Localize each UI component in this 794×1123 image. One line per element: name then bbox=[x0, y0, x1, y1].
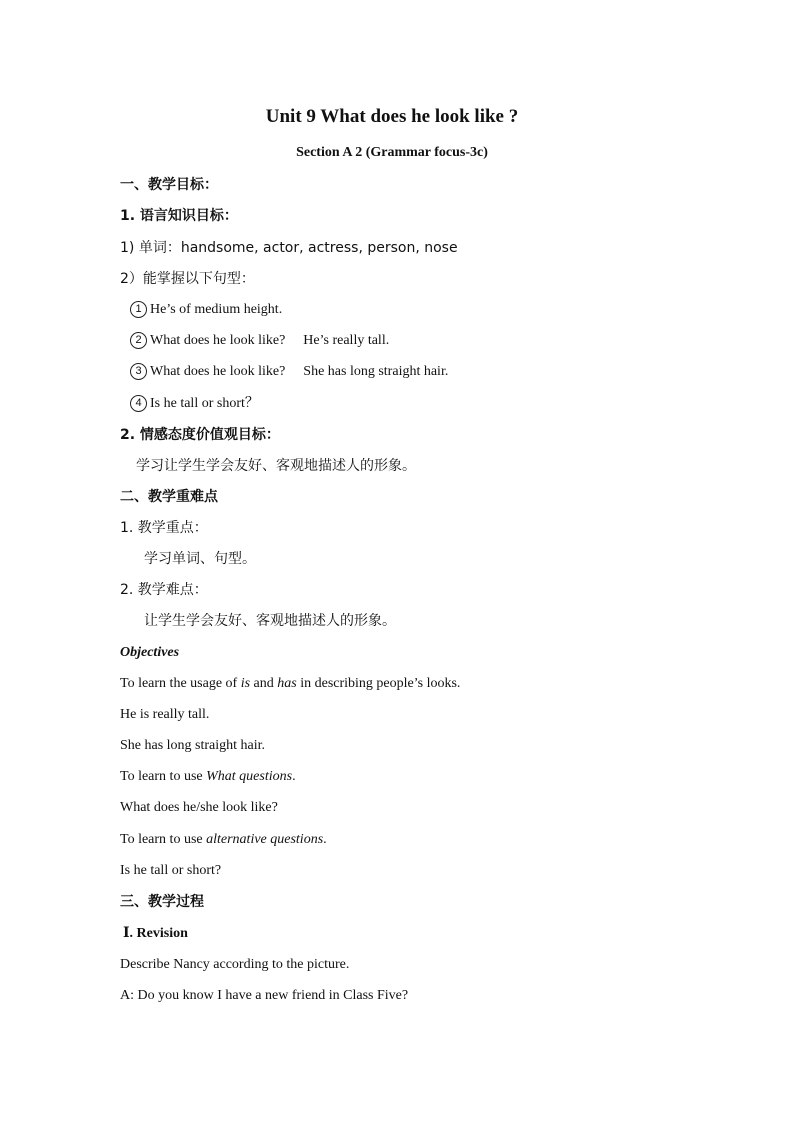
objective-text: . bbox=[323, 832, 327, 847]
objective-usage-line bbox=[120, 675, 460, 693]
objective-italic: has bbox=[277, 676, 297, 691]
pattern-4 bbox=[130, 395, 259, 413]
objective-example-3: What does he/she look like? bbox=[120, 800, 278, 815]
objective-italic: What questions bbox=[206, 769, 293, 784]
patterns-heading: 2）能掌握以下句型： bbox=[120, 271, 255, 287]
document-subtitle: Section A 2 (Grammar focus-3c) bbox=[296, 145, 488, 160]
pattern-1 bbox=[130, 301, 282, 319]
key-points-text: 学习单词、句型。 bbox=[144, 551, 256, 567]
objective-italic: is bbox=[240, 676, 251, 691]
objective-alternative-questions bbox=[120, 831, 327, 849]
difficult-points-text: 让学生学会友好、客观地描述人的形象。 bbox=[144, 613, 396, 629]
objective-example-2: She has long straight hair. bbox=[120, 738, 266, 753]
objective-example-1: He is really tall. bbox=[120, 707, 210, 722]
pattern-3 bbox=[130, 363, 448, 381]
pattern-text: Is he tall or short？ bbox=[150, 396, 259, 411]
objective-text: To learn the usage of bbox=[120, 676, 241, 691]
objective-text: and bbox=[250, 676, 278, 691]
objective-example-4: Is he tall or short? bbox=[120, 863, 222, 878]
objective-text: . bbox=[292, 769, 296, 784]
circled-number: 4 bbox=[130, 395, 147, 412]
objective-italic: alternative questions bbox=[206, 832, 324, 847]
revision-instruction: Describe Nancy according to the picture. bbox=[120, 957, 350, 972]
dialog-line-a: A: Do you know I have a new friend in Class Five? bbox=[120, 988, 409, 1003]
pattern-answer: She has long straight hair. bbox=[303, 364, 449, 379]
pattern-2 bbox=[130, 332, 389, 350]
subsection-emotional-goals: 2. 情感态度价值观目标： bbox=[120, 427, 280, 443]
section-teaching-goals: 一、教学目标： bbox=[120, 177, 218, 193]
circled-number: 2 bbox=[130, 332, 147, 349]
document-title: Unit 9 What does he look like ? bbox=[265, 106, 519, 127]
difficult-points-heading: 2. 教学难点： bbox=[120, 582, 208, 598]
emotional-goal-text: 学习让学生学会友好、客观地描述人的形象。 bbox=[136, 458, 416, 474]
vocabulary-text: 1) 单词：handsome, actor, actress, person, nose bbox=[120, 240, 458, 256]
revision-heading: Ⅰ. Revision bbox=[123, 926, 188, 941]
pattern-question: What does he look like? bbox=[150, 333, 286, 348]
pattern-text: He’s of medium height. bbox=[150, 302, 283, 317]
objectives-heading: Objectives bbox=[120, 645, 180, 660]
vocabulary-line bbox=[120, 239, 458, 258]
circled-number: 1 bbox=[130, 301, 147, 318]
pattern-question: What does he look like? bbox=[150, 364, 286, 379]
objective-text: To learn to use bbox=[120, 769, 207, 784]
pattern-answer: He’s really tall. bbox=[303, 333, 390, 348]
objective-text: in describing people’s looks. bbox=[296, 676, 461, 691]
circled-number: 3 bbox=[130, 363, 147, 380]
subsection-language-goals: 1. 语言知识目标： bbox=[120, 208, 238, 224]
objective-text: To learn to use bbox=[120, 832, 207, 847]
section-teaching-process: 三、教学过程 bbox=[120, 894, 204, 910]
objective-what-questions bbox=[120, 768, 296, 786]
key-points-heading: 1. 教学重点： bbox=[120, 520, 208, 536]
section-key-difficult-points: 二、教学重难点 bbox=[120, 489, 218, 505]
